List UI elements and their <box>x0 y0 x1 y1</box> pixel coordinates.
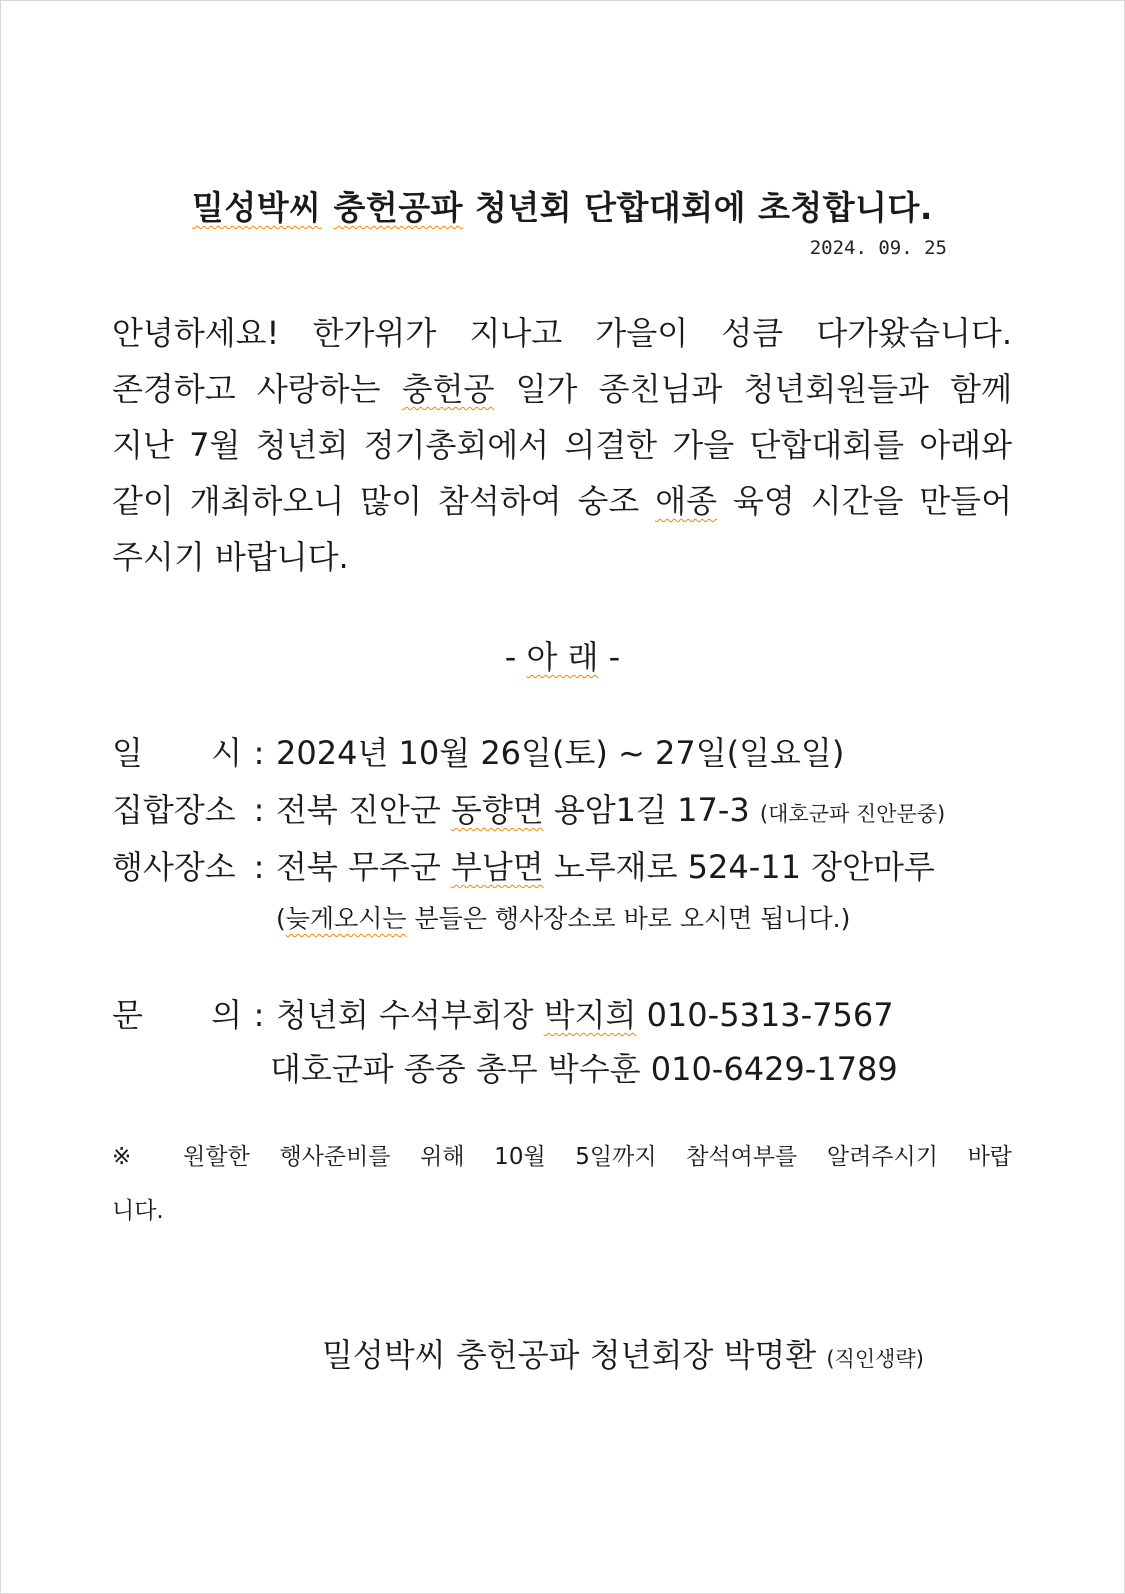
body-line-5: 주시기 바랍니다. <box>112 538 349 576</box>
notice-line-2: 니다. <box>112 1198 164 1224</box>
detail-datetime <box>112 728 844 774</box>
contact-label: 문 의 <box>112 996 242 1034</box>
body-line-2-c: 일가 종친님과 청년회원들과 함께 <box>494 370 1012 408</box>
body-line-4-a: 같이 개최하오니 많이 참석하여 숭조 <box>112 482 656 520</box>
title-name-squiggle: 밀성박씨 <box>192 188 322 227</box>
contact-line-2: 대호군파 종중 총무 박수훈 010-6429-1789 <box>270 1050 898 1088</box>
heading-dash-left: - <box>504 638 527 676</box>
event-colon: : <box>253 848 265 886</box>
heading-word: 아 래 <box>526 638 599 676</box>
body-line-2-squiggle: 충헌공 <box>401 370 495 408</box>
detail-event <box>112 842 935 888</box>
body-line-2-a: 존경하고 사랑하는 <box>112 370 402 408</box>
gathering-squiggle: 동향면 <box>450 791 544 829</box>
datetime-value: 2024년 10월 26일(토) ~ 27일(일요일) <box>276 734 845 772</box>
title-rest: 청년회 단합대회에 초청합니다. <box>463 188 933 227</box>
late-note-open: ( <box>276 904 286 933</box>
event-label: 행사장소 <box>112 848 236 886</box>
contact-colon: : <box>253 996 265 1034</box>
event-c: 노루재로 524-11 장안마루 <box>543 848 935 886</box>
late-note-rest: 분들은 행사장소로 바로 오시면 됩니다.) <box>406 904 851 933</box>
late-note <box>276 899 850 935</box>
contact-1c: 010-5313-7567 <box>636 996 894 1034</box>
body-line-4-squiggle: 애종 <box>655 482 718 520</box>
document-date: 2024. 09. 25 <box>809 237 947 259</box>
signature <box>322 1330 924 1376</box>
signature-note: (직인생략) <box>826 1347 924 1371</box>
body-line-1: 안녕하세요! 한가위가 지나고 가을이 성큼 다가왔습니다. <box>112 314 1012 352</box>
datetime-colon: : <box>253 734 265 772</box>
title-clan-squiggle: 충헌공파 <box>333 188 464 227</box>
title-space <box>322 188 334 227</box>
contact-line-1 <box>112 990 894 1036</box>
contact-squiggle: 박지희 <box>543 996 637 1034</box>
body-line-4 <box>112 476 1012 522</box>
body-line-2 <box>112 364 1012 410</box>
gathering-label: 집합장소 <box>112 791 236 829</box>
detail-gathering <box>112 785 945 831</box>
body-line-3: 지난 7월 청년회 정기총회에서 의결한 가을 단합대회를 아래와 <box>112 426 1012 464</box>
gathering-a: 전북 진안군 <box>276 791 451 829</box>
notice-line-1: ※ 원할한 행사준비를 위해 10월 5일까지 참석여부를 알려주시기 바랍 <box>112 1144 1012 1170</box>
contact-1a: 청년회 수석부회장 <box>276 996 544 1034</box>
heading-dash-right: - <box>598 638 621 676</box>
gathering-colon: : <box>253 791 265 829</box>
gathering-c: 용암1길 17-3 <box>543 791 760 829</box>
body-line-4-c: 육영 시간을 만들어 <box>717 482 1013 520</box>
section-heading <box>0 632 1125 678</box>
event-a: 전북 무주군 <box>276 848 451 886</box>
late-note-squiggle: 늦게오시는 <box>285 904 407 933</box>
event-squiggle: 부남면 <box>450 848 544 886</box>
gathering-note: (대호군파 진안문중) <box>759 802 946 826</box>
datetime-label: 일 시 <box>112 734 242 772</box>
document-title <box>0 182 1125 229</box>
signature-text: 밀성박씨 충헌공파 청년회장 박명환 <box>322 1336 827 1374</box>
